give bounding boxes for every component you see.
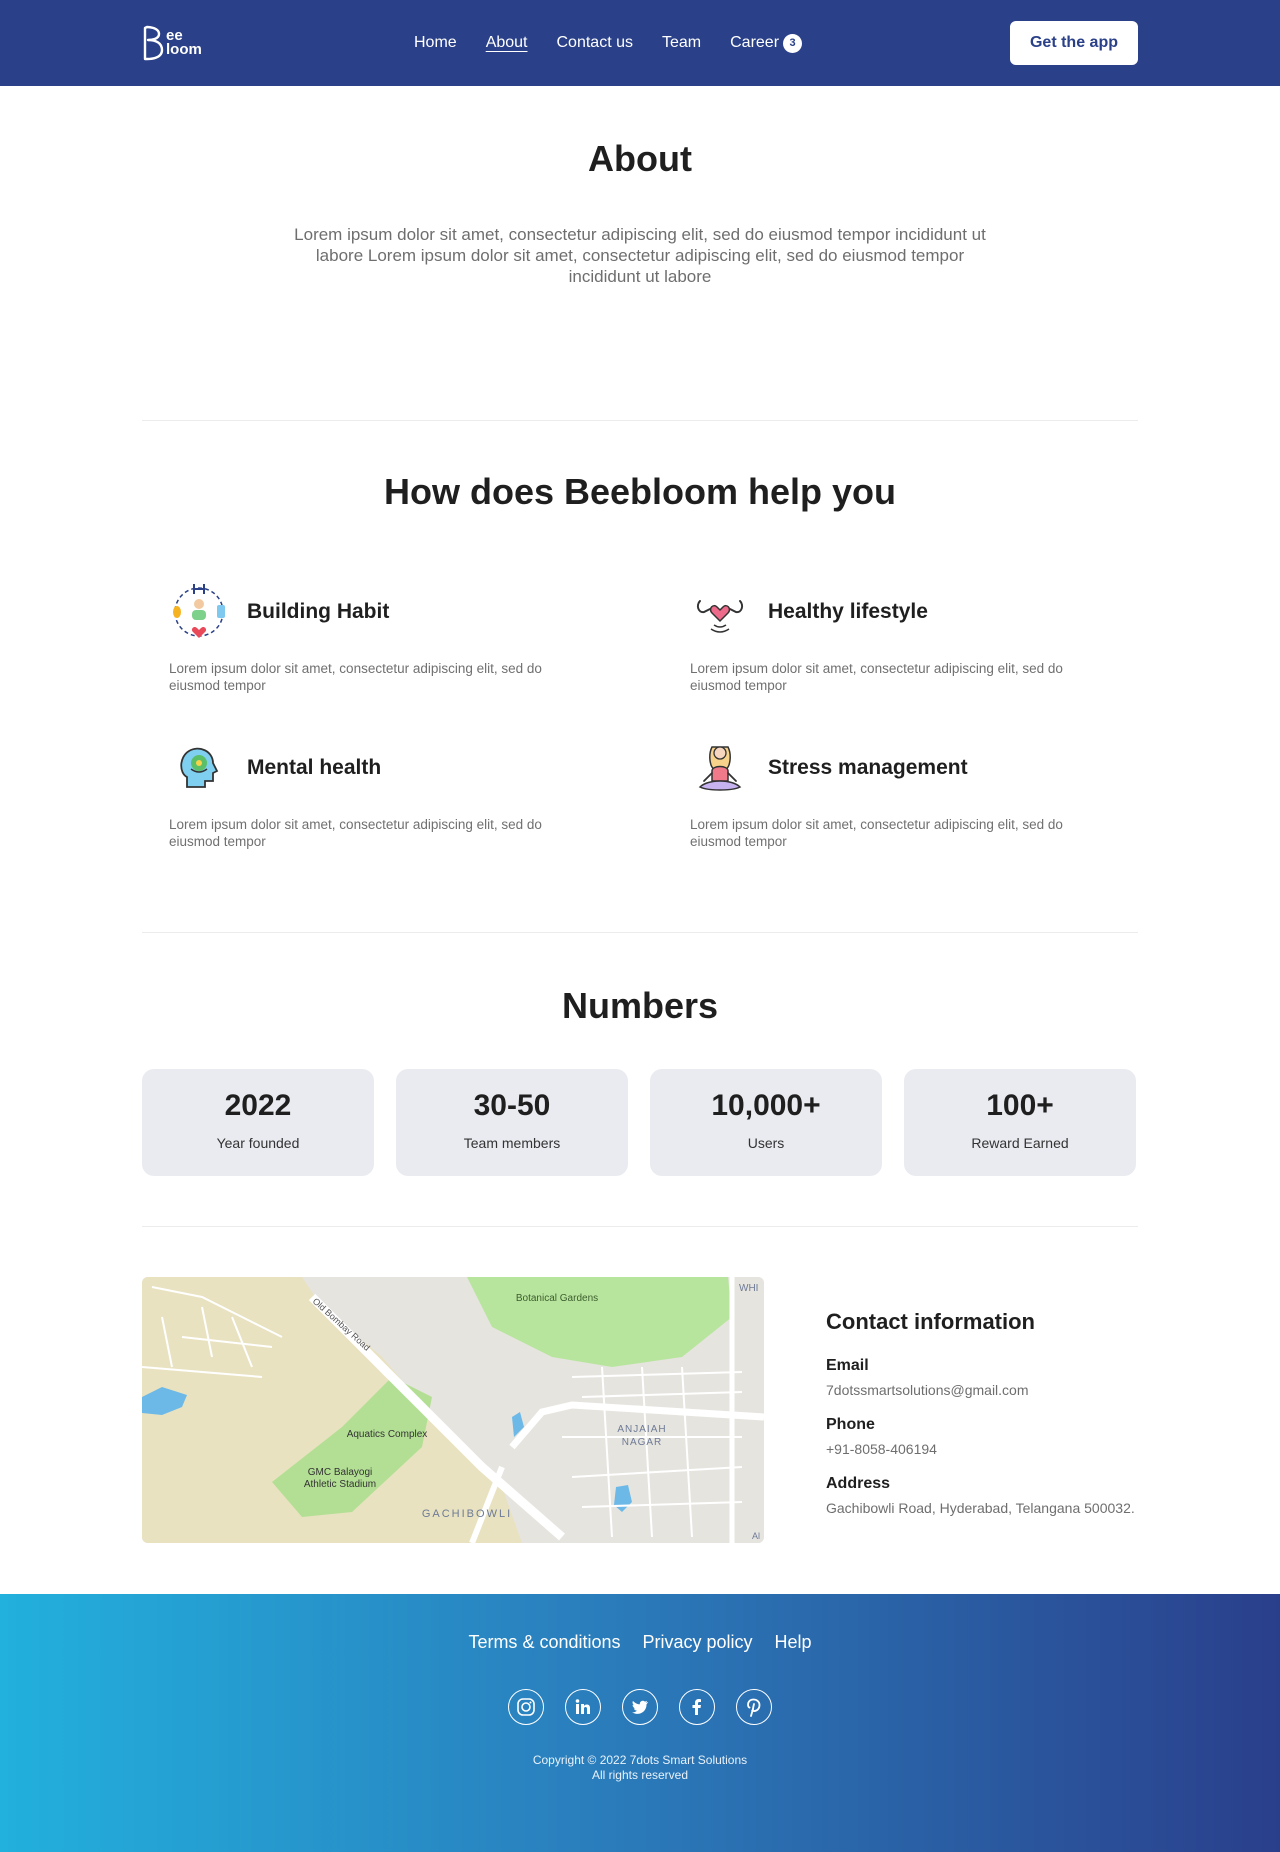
map-label-stadium-line1: GMC Balayogi bbox=[307, 1467, 373, 1478]
phone-value[interactable]: +91-8058-406194 bbox=[826, 1441, 937, 1457]
phone-label: Phone bbox=[826, 1416, 875, 1433]
copyright bbox=[0, 1753, 1280, 1783]
how-title: How does Beebloom help you bbox=[383, 471, 897, 512]
pinterest-icon[interactable] bbox=[736, 1689, 772, 1725]
meditation-icon bbox=[690, 737, 750, 799]
stat-value: 100+ bbox=[986, 1089, 1054, 1122]
nav-career[interactable] bbox=[730, 34, 802, 53]
map-label-anjaiah-line1: ANJAIAH bbox=[617, 1424, 667, 1435]
footer bbox=[0, 1594, 1280, 1852]
social-links bbox=[0, 1689, 1280, 1725]
email-value[interactable]: 7dotssmartsolutions@gmail.com bbox=[826, 1382, 1029, 1398]
contact-title: Contact information bbox=[826, 1309, 1035, 1334]
feature-title: Stress management bbox=[768, 756, 968, 779]
contact-section bbox=[142, 1227, 1138, 1594]
stat-value: 10,000+ bbox=[711, 1089, 821, 1122]
stat-card bbox=[142, 1069, 374, 1176]
stat-label: Reward Earned bbox=[971, 1135, 1069, 1151]
map-label-stadium-line2: Athletic Stadium bbox=[303, 1479, 377, 1490]
nav-about[interactable]: About bbox=[485, 34, 528, 51]
logo-text-line2: loom bbox=[166, 41, 202, 58]
career-count-badge: 3 bbox=[783, 34, 802, 53]
feature-text: Lorem ipsum dolor sit amet, consectetur adipiscing elit, sed do eiusmod tempor bbox=[169, 661, 542, 693]
map-label-road: Old Bombay Road bbox=[310, 1296, 373, 1353]
get-the-app-button[interactable]: Get the app bbox=[1010, 21, 1138, 65]
numbers-section bbox=[142, 933, 1138, 1226]
twitter-icon[interactable] bbox=[622, 1689, 658, 1725]
how-section bbox=[142, 421, 1138, 932]
features-grid bbox=[142, 581, 1138, 850]
logo-mark-icon bbox=[142, 25, 164, 61]
top-navbar bbox=[0, 0, 1280, 86]
privacy-link[interactable]: Privacy policy bbox=[642, 1632, 753, 1652]
copyright-line2: All rights reserved bbox=[591, 1768, 689, 1782]
about-section bbox=[142, 86, 1138, 420]
map-label-gachibowli: GACHIBOWLI bbox=[421, 1508, 513, 1520]
feature-title: Healthy lifestyle bbox=[768, 600, 928, 623]
map-label-anjaiah-line2: NAGAR bbox=[621, 1437, 663, 1448]
habit-icon bbox=[169, 581, 229, 643]
stats-cards bbox=[142, 1069, 1138, 1176]
main-nav bbox=[414, 0, 802, 86]
contact-info bbox=[826, 1277, 1135, 1594]
nav-career-label: Career bbox=[730, 34, 780, 51]
stat-value: 2022 bbox=[224, 1089, 292, 1122]
feature-text: Lorem ipsum dolor sit amet, consectetur adipiscing elit, sed do eiusmod tempor bbox=[690, 817, 1063, 849]
stat-label: Year founded bbox=[216, 1135, 300, 1151]
nav-team[interactable]: Team bbox=[661, 34, 702, 51]
numbers-title: Numbers bbox=[561, 985, 719, 1026]
email-label: Email bbox=[826, 1357, 869, 1374]
map-label-aquatics: Aquatics Complex bbox=[346, 1429, 428, 1440]
instagram-icon[interactable] bbox=[508, 1689, 544, 1725]
address-value: Gachibowli Road, Hyderabad, Telangana 500032. bbox=[826, 1500, 1135, 1516]
facebook-icon[interactable] bbox=[679, 1689, 715, 1725]
stat-card bbox=[650, 1069, 882, 1176]
stat-label: Team members bbox=[463, 1135, 561, 1151]
about-text: Lorem ipsum dolor sit amet, consectetur adipiscing elit, sed do eiusmod tempor incididunt ut labore Lorem ipsum dolor sit amet, consectetur adipiscing elit, sed do eiusmod tempor incididunt ut labore bbox=[294, 225, 986, 286]
help-link[interactable]: Help bbox=[774, 1632, 812, 1652]
map-label-botanical: Botanical Gardens bbox=[515, 1293, 599, 1304]
feature-item bbox=[690, 581, 1165, 694]
feature-title: Building Habit bbox=[247, 600, 390, 623]
terms-link[interactable]: Terms & conditions bbox=[468, 1632, 621, 1652]
nav-home[interactable]: Home bbox=[414, 34, 457, 51]
mental-health-icon bbox=[169, 737, 229, 799]
stat-value: 30-50 bbox=[473, 1089, 551, 1122]
linkedin-icon[interactable] bbox=[565, 1689, 601, 1725]
stat-card bbox=[904, 1069, 1136, 1176]
map-label-al: Al bbox=[752, 1531, 761, 1541]
stat-card bbox=[396, 1069, 628, 1176]
nav-contact[interactable]: Contact us bbox=[556, 34, 633, 51]
feature-item bbox=[169, 737, 690, 850]
feature-item bbox=[690, 737, 1165, 850]
feature-item bbox=[169, 581, 690, 694]
address-label: Address bbox=[826, 1475, 891, 1492]
feature-title: Mental health bbox=[247, 756, 382, 779]
copyright-line1: Copyright © 2022 7dots Smart Solutions bbox=[532, 1753, 748, 1767]
footer-links bbox=[0, 1632, 1280, 1653]
logo-text-line1: ee bbox=[166, 27, 183, 44]
about-title: About bbox=[588, 138, 692, 179]
map-label-whi: WHI bbox=[739, 1283, 759, 1294]
beebloom-logo[interactable] bbox=[142, 23, 212, 63]
location-map[interactable] bbox=[142, 1277, 764, 1543]
stat-label: Users bbox=[747, 1135, 785, 1151]
healthy-lifestyle-icon bbox=[690, 581, 750, 643]
feature-text: Lorem ipsum dolor sit amet, consectetur adipiscing elit, sed do eiusmod tempor bbox=[690, 661, 1063, 693]
feature-text: Lorem ipsum dolor sit amet, consectetur adipiscing elit, sed do eiusmod tempor bbox=[169, 817, 542, 849]
